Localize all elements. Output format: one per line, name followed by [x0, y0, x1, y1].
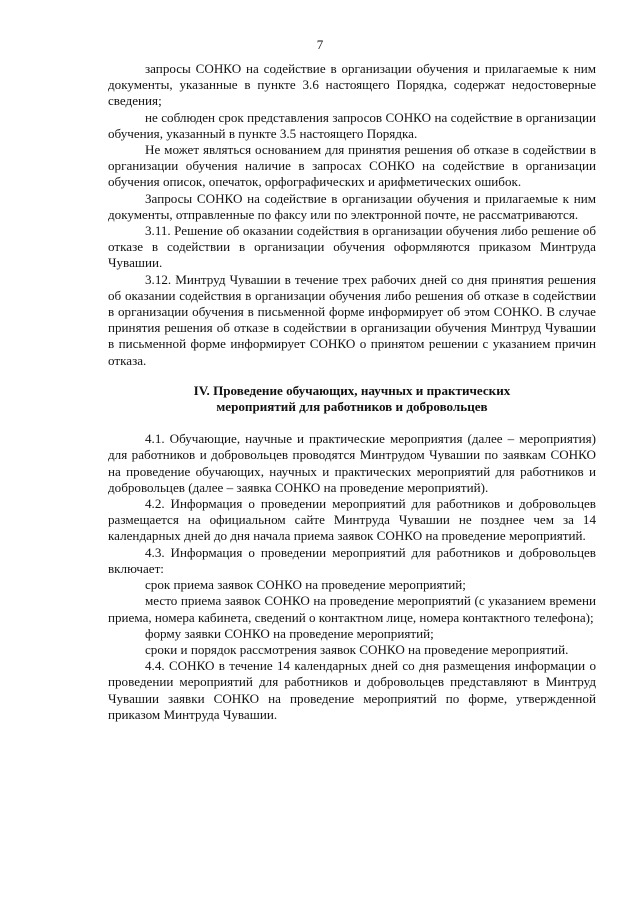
section-heading — [108, 383, 596, 415]
section-heading-line: IV. Проведение обучающих, научных и практических — [193, 382, 511, 398]
page-number: 7 — [316, 37, 324, 52]
paragraph: место приема заявок СОНКО на проведение мероприятий (с указанием времени приема, номера кабинета, сведений о контактном лице, номера контактного телефона); — [108, 593, 596, 625]
paragraph: форму заявки СОНКО на проведение мероприятий; — [145, 625, 434, 641]
paragraph: 3.12. Минтруд Чувашии в течение трех рабочих дней со дня принятия решения об оказании содействия в организации обучения либо решения об отказе в содействии в организации обучения в письменной форме информирует об этом СОНКО. В случае принятия решения об отказе в содействии в организации обучения Минтруд Чувашии в письменной форме информирует СОНКО о принятом решении с указанием причин отказа. — [108, 271, 596, 368]
document-body — [108, 61, 596, 723]
paragraph: срок приема заявок СОНКО на проведение мероприятий; — [145, 577, 466, 593]
paragraph: сроки и порядок рассмотрения заявок СОНКО на проведение мероприятий. — [145, 641, 569, 657]
paragraph: 4.3. Информация о проведении мероприятий для работников и добровольцев включает: — [108, 544, 596, 576]
paragraph: 4.4. СОНКО в течение 14 календарных дней со дня размещения информации о проведении мероприятий для работников и добровольцев представляют в Минтруд Чувашии заявки СОНКО на проведение мероприятий по форме, утвержденной приказом Минтруда Чувашии. — [108, 658, 596, 722]
paragraph: 4.1. Обучающие, научные и практические мероприятия (далее – мероприятия) для работников и добровольцев проводятся Минтрудом Чувашии по заявкам СОНКО на проведение обучающих, научных и практических мероприятий для работников и добровольцев (далее – заявка СОНКО на проведение мероприятий). — [108, 431, 596, 495]
paragraph: Не может являться основанием для принятия решения об отказе в содействии в организации обучения наличие в запросах СОНКО на содействие в организации обучения описок, опечаток, орфографических и арифметических ошибок. — [108, 142, 596, 190]
paragraph: 3.11. Решение об оказании содействия в организации обучения либо решение об отказе в содействии в организации обучения оформляются приказом Минтруда Чувашии. — [108, 223, 596, 271]
section-heading-line: мероприятий для работников и добровольцев — [216, 399, 488, 415]
paragraph: не соблюден срок представления запросов СОНКО на содействие в организации обучения, указанный в пункте 3.5 настоящего Порядка. — [108, 109, 596, 141]
paragraph: 4.2. Информация о проведении мероприятий для работников и добровольцев размещается на официальном сайте Минтруда Чувашии не позднее чем за 14 календарных дней до дня начала приема заявок СОНКО на проведение мероприятий. — [108, 496, 596, 544]
paragraph: Запросы СОНКО на содействие в организации обучения и прилагаемые к ним документы, отправленные по факсу или по электронной почте, не рассматриваются. — [108, 190, 596, 222]
paragraph: запросы СОНКО на содействие в организации обучения и прилагаемые к ним документы, указанные в пункте 3.6 настоящего Порядка, содержат недостоверные сведения; — [108, 61, 596, 109]
